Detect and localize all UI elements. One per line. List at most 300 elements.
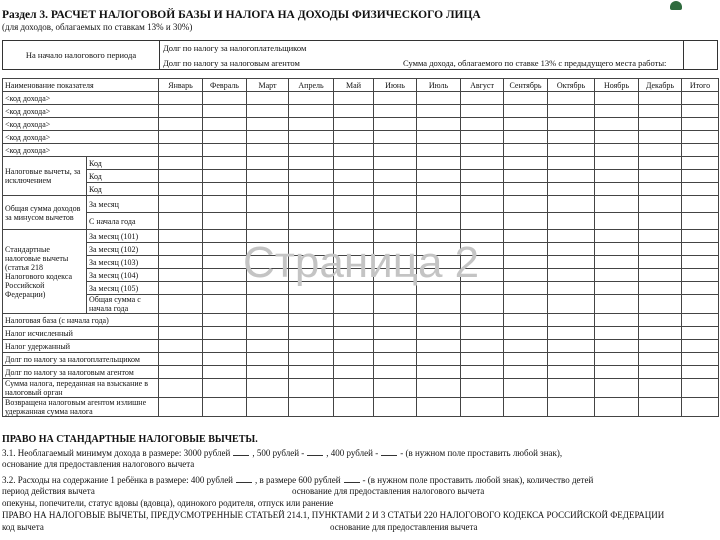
value-cell[interactable]: [682, 243, 719, 256]
value-cell[interactable]: [159, 92, 203, 105]
value-cell[interactable]: [374, 353, 417, 366]
value-cell[interactable]: [461, 282, 504, 295]
value-cell[interactable]: [639, 340, 682, 353]
value-cell[interactable]: [548, 230, 595, 243]
value-cell[interactable]: [639, 282, 682, 295]
prev-work-income-cell[interactable]: [683, 41, 719, 69]
checkbox-field[interactable]: [233, 447, 249, 456]
value-cell[interactable]: [374, 256, 417, 269]
value-cell[interactable]: [461, 256, 504, 269]
value-cell[interactable]: [417, 282, 461, 295]
value-cell[interactable]: [461, 340, 504, 353]
value-cell[interactable]: [159, 366, 203, 379]
value-cell[interactable]: [247, 196, 289, 213]
value-cell[interactable]: [639, 366, 682, 379]
value-cell[interactable]: [159, 157, 203, 170]
value-cell[interactable]: [203, 327, 247, 340]
value-cell[interactable]: [548, 398, 595, 417]
value-cell[interactable]: [461, 295, 504, 314]
checkbox-field[interactable]: [307, 447, 323, 456]
value-cell[interactable]: [247, 170, 289, 183]
value-cell[interactable]: [247, 256, 289, 269]
value-cell[interactable]: [417, 170, 461, 183]
value-cell[interactable]: [504, 131, 548, 144]
value-cell[interactable]: [203, 196, 247, 213]
value-cell[interactable]: [247, 131, 289, 144]
value-cell[interactable]: [639, 398, 682, 417]
value-cell[interactable]: [289, 170, 334, 183]
value-cell[interactable]: [682, 118, 719, 131]
value-cell[interactable]: [417, 183, 461, 196]
value-cell[interactable]: [203, 144, 247, 157]
value-cell[interactable]: [639, 295, 682, 314]
value-cell[interactable]: [289, 282, 334, 295]
value-cell[interactable]: [504, 379, 548, 398]
value-cell[interactable]: [247, 183, 289, 196]
value-cell[interactable]: [159, 295, 203, 314]
value-cell[interactable]: [334, 269, 374, 282]
value-cell[interactable]: [203, 353, 247, 366]
value-cell[interactable]: [334, 340, 374, 353]
value-cell[interactable]: [682, 398, 719, 417]
value-cell[interactable]: [639, 213, 682, 230]
value-cell[interactable]: [504, 196, 548, 213]
value-cell[interactable]: [289, 295, 334, 314]
value-cell[interactable]: [548, 144, 595, 157]
value-cell[interactable]: [461, 353, 504, 366]
value-cell[interactable]: [504, 92, 548, 105]
value-cell[interactable]: [682, 379, 719, 398]
value-cell[interactable]: [374, 327, 417, 340]
value-cell[interactable]: [595, 92, 639, 105]
value-cell[interactable]: [504, 183, 548, 196]
value-cell[interactable]: [203, 282, 247, 295]
value-cell[interactable]: [682, 157, 719, 170]
value-cell[interactable]: [639, 314, 682, 327]
value-cell[interactable]: [247, 340, 289, 353]
value-cell[interactable]: [504, 398, 548, 417]
value-cell[interactable]: [334, 105, 374, 118]
value-cell[interactable]: [595, 170, 639, 183]
value-cell[interactable]: [682, 105, 719, 118]
value-cell[interactable]: [417, 366, 461, 379]
value-cell[interactable]: [639, 353, 682, 366]
value-cell[interactable]: [159, 105, 203, 118]
value-cell[interactable]: [595, 282, 639, 295]
value-cell[interactable]: [159, 314, 203, 327]
value-cell[interactable]: [374, 295, 417, 314]
value-cell[interactable]: [374, 314, 417, 327]
value-cell[interactable]: [334, 131, 374, 144]
value-cell[interactable]: [203, 269, 247, 282]
value-cell[interactable]: [639, 105, 682, 118]
value-cell[interactable]: [417, 213, 461, 230]
value-cell[interactable]: [639, 379, 682, 398]
value-cell[interactable]: [334, 170, 374, 183]
value-cell[interactable]: [374, 366, 417, 379]
value-cell[interactable]: [417, 157, 461, 170]
value-cell[interactable]: [504, 295, 548, 314]
value-cell[interactable]: [595, 105, 639, 118]
value-cell[interactable]: [417, 327, 461, 340]
value-cell[interactable]: [289, 196, 334, 213]
value-cell[interactable]: [247, 144, 289, 157]
value-cell[interactable]: [159, 269, 203, 282]
value-cell[interactable]: [159, 230, 203, 243]
value-cell[interactable]: [247, 269, 289, 282]
value-cell[interactable]: [595, 353, 639, 366]
value-cell[interactable]: [247, 379, 289, 398]
value-cell[interactable]: [504, 170, 548, 183]
value-cell[interactable]: [374, 105, 417, 118]
value-cell[interactable]: [374, 157, 417, 170]
value-cell[interactable]: [417, 243, 461, 256]
value-cell[interactable]: [595, 327, 639, 340]
value-cell[interactable]: [247, 398, 289, 417]
value-cell[interactable]: [682, 353, 719, 366]
value-cell[interactable]: [639, 170, 682, 183]
value-cell[interactable]: [595, 144, 639, 157]
value-cell[interactable]: [461, 196, 504, 213]
value-cell[interactable]: [682, 340, 719, 353]
value-cell[interactable]: [247, 366, 289, 379]
value-cell[interactable]: [247, 213, 289, 230]
value-cell[interactable]: [374, 183, 417, 196]
value-cell[interactable]: [682, 230, 719, 243]
value-cell[interactable]: [548, 196, 595, 213]
value-cell[interactable]: [374, 243, 417, 256]
value-cell[interactable]: [682, 295, 719, 314]
value-cell[interactable]: [417, 118, 461, 131]
value-cell[interactable]: [334, 366, 374, 379]
value-cell[interactable]: [461, 92, 504, 105]
value-cell[interactable]: [504, 353, 548, 366]
value-cell[interactable]: [289, 157, 334, 170]
value-cell[interactable]: [548, 92, 595, 105]
value-cell[interactable]: [461, 105, 504, 118]
value-cell[interactable]: [203, 213, 247, 230]
value-cell[interactable]: [504, 230, 548, 243]
value-cell[interactable]: [247, 230, 289, 243]
value-cell[interactable]: [417, 256, 461, 269]
value-cell[interactable]: [159, 353, 203, 366]
value-cell[interactable]: [682, 131, 719, 144]
value-cell[interactable]: [203, 92, 247, 105]
value-cell[interactable]: [334, 230, 374, 243]
value-cell[interactable]: [159, 118, 203, 131]
value-cell[interactable]: [417, 230, 461, 243]
value-cell[interactable]: [639, 131, 682, 144]
value-cell[interactable]: [159, 170, 203, 183]
value-cell[interactable]: [548, 295, 595, 314]
value-cell[interactable]: [595, 340, 639, 353]
value-cell[interactable]: [374, 144, 417, 157]
value-cell[interactable]: [595, 118, 639, 131]
value-cell[interactable]: [334, 295, 374, 314]
value-cell[interactable]: [682, 366, 719, 379]
value-cell[interactable]: [374, 118, 417, 131]
value-cell[interactable]: [639, 269, 682, 282]
value-cell[interactable]: [504, 256, 548, 269]
value-cell[interactable]: [639, 256, 682, 269]
value-cell[interactable]: [289, 379, 334, 398]
value-cell[interactable]: [682, 256, 719, 269]
value-cell[interactable]: [203, 366, 247, 379]
value-cell[interactable]: [247, 105, 289, 118]
value-cell[interactable]: [289, 353, 334, 366]
value-cell[interactable]: [548, 183, 595, 196]
value-cell[interactable]: [417, 314, 461, 327]
value-cell[interactable]: [247, 243, 289, 256]
value-cell[interactable]: [159, 379, 203, 398]
value-cell[interactable]: [595, 196, 639, 213]
value-cell[interactable]: [374, 131, 417, 144]
value-cell[interactable]: [289, 366, 334, 379]
value-cell[interactable]: [289, 213, 334, 230]
value-cell[interactable]: [548, 282, 595, 295]
value-cell[interactable]: [334, 243, 374, 256]
value-cell[interactable]: [639, 183, 682, 196]
value-cell[interactable]: [548, 118, 595, 131]
value-cell[interactable]: [595, 314, 639, 327]
value-cell[interactable]: [548, 256, 595, 269]
value-cell[interactable]: [203, 398, 247, 417]
value-cell[interactable]: [461, 131, 504, 144]
value-cell[interactable]: [461, 144, 504, 157]
value-cell[interactable]: [159, 183, 203, 196]
value-cell[interactable]: [595, 183, 639, 196]
value-cell[interactable]: [374, 269, 417, 282]
value-cell[interactable]: [682, 196, 719, 213]
value-cell[interactable]: [334, 327, 374, 340]
value-cell[interactable]: [203, 183, 247, 196]
value-cell[interactable]: [374, 340, 417, 353]
value-cell[interactable]: [682, 269, 719, 282]
value-cell[interactable]: [334, 213, 374, 230]
checkbox-field[interactable]: [344, 474, 360, 483]
value-cell[interactable]: [334, 92, 374, 105]
value-cell[interactable]: [289, 314, 334, 327]
value-cell[interactable]: [334, 282, 374, 295]
value-cell[interactable]: [159, 282, 203, 295]
value-cell[interactable]: [159, 144, 203, 157]
value-cell[interactable]: [595, 157, 639, 170]
value-cell[interactable]: [548, 105, 595, 118]
value-cell[interactable]: [595, 379, 639, 398]
value-cell[interactable]: [461, 327, 504, 340]
value-cell[interactable]: [289, 144, 334, 157]
value-cell[interactable]: [247, 314, 289, 327]
value-cell[interactable]: [548, 379, 595, 398]
value-cell[interactable]: [682, 282, 719, 295]
value-cell[interactable]: [548, 353, 595, 366]
value-cell[interactable]: [461, 379, 504, 398]
value-cell[interactable]: [595, 398, 639, 417]
value-cell[interactable]: [682, 170, 719, 183]
value-cell[interactable]: [374, 282, 417, 295]
value-cell[interactable]: [159, 243, 203, 256]
value-cell[interactable]: [548, 327, 595, 340]
value-cell[interactable]: [334, 157, 374, 170]
value-cell[interactable]: [548, 243, 595, 256]
value-cell[interactable]: [289, 118, 334, 131]
value-cell[interactable]: [417, 196, 461, 213]
value-cell[interactable]: [504, 366, 548, 379]
value-cell[interactable]: [417, 144, 461, 157]
value-cell[interactable]: [289, 327, 334, 340]
value-cell[interactable]: [417, 340, 461, 353]
value-cell[interactable]: [374, 213, 417, 230]
value-cell[interactable]: [247, 157, 289, 170]
value-cell[interactable]: [247, 327, 289, 340]
value-cell[interactable]: [289, 92, 334, 105]
value-cell[interactable]: [639, 92, 682, 105]
value-cell[interactable]: [682, 183, 719, 196]
value-cell[interactable]: [461, 183, 504, 196]
value-cell[interactable]: [159, 196, 203, 213]
value-cell[interactable]: [334, 118, 374, 131]
value-cell[interactable]: [374, 92, 417, 105]
value-cell[interactable]: [247, 282, 289, 295]
value-cell[interactable]: [417, 105, 461, 118]
value-cell[interactable]: [203, 230, 247, 243]
value-cell[interactable]: [548, 157, 595, 170]
value-cell[interactable]: [159, 213, 203, 230]
value-cell[interactable]: [504, 213, 548, 230]
value-cell[interactable]: [417, 379, 461, 398]
value-cell[interactable]: [639, 196, 682, 213]
checkbox-field[interactable]: [236, 474, 252, 483]
value-cell[interactable]: [682, 327, 719, 340]
value-cell[interactable]: [461, 314, 504, 327]
value-cell[interactable]: [504, 144, 548, 157]
value-cell[interactable]: [374, 398, 417, 417]
value-cell[interactable]: [504, 243, 548, 256]
value-cell[interactable]: [334, 353, 374, 366]
value-cell[interactable]: [334, 196, 374, 213]
value-cell[interactable]: [461, 366, 504, 379]
value-cell[interactable]: [595, 366, 639, 379]
value-cell[interactable]: [461, 118, 504, 131]
value-cell[interactable]: [461, 170, 504, 183]
value-cell[interactable]: [334, 314, 374, 327]
value-cell[interactable]: [417, 92, 461, 105]
value-cell[interactable]: [595, 213, 639, 230]
value-cell[interactable]: [639, 144, 682, 157]
value-cell[interactable]: [639, 230, 682, 243]
value-cell[interactable]: [548, 131, 595, 144]
value-cell[interactable]: [203, 256, 247, 269]
value-cell[interactable]: [334, 256, 374, 269]
value-cell[interactable]: [417, 353, 461, 366]
value-cell[interactable]: [682, 314, 719, 327]
value-cell[interactable]: [461, 213, 504, 230]
value-cell[interactable]: [595, 256, 639, 269]
value-cell[interactable]: [595, 230, 639, 243]
value-cell[interactable]: [504, 105, 548, 118]
value-cell[interactable]: [417, 269, 461, 282]
value-cell[interactable]: [682, 144, 719, 157]
value-cell[interactable]: [289, 398, 334, 417]
value-cell[interactable]: [461, 230, 504, 243]
value-cell[interactable]: [682, 92, 719, 105]
value-cell[interactable]: [203, 131, 247, 144]
value-cell[interactable]: [289, 269, 334, 282]
value-cell[interactable]: [595, 243, 639, 256]
value-cell[interactable]: [203, 379, 247, 398]
value-cell[interactable]: [203, 170, 247, 183]
value-cell[interactable]: [203, 243, 247, 256]
value-cell[interactable]: [203, 295, 247, 314]
value-cell[interactable]: [159, 131, 203, 144]
value-cell[interactable]: [639, 243, 682, 256]
value-cell[interactable]: [374, 230, 417, 243]
value-cell[interactable]: [374, 379, 417, 398]
value-cell[interactable]: [461, 398, 504, 417]
value-cell[interactable]: [504, 340, 548, 353]
value-cell[interactable]: [289, 230, 334, 243]
value-cell[interactable]: [417, 398, 461, 417]
value-cell[interactable]: [159, 256, 203, 269]
value-cell[interactable]: [374, 170, 417, 183]
value-cell[interactable]: [159, 398, 203, 417]
value-cell[interactable]: [548, 213, 595, 230]
value-cell[interactable]: [461, 157, 504, 170]
value-cell[interactable]: [639, 118, 682, 131]
checkbox-field[interactable]: [381, 447, 397, 456]
value-cell[interactable]: [595, 269, 639, 282]
value-cell[interactable]: [461, 243, 504, 256]
value-cell[interactable]: [504, 314, 548, 327]
value-cell[interactable]: [595, 295, 639, 314]
value-cell[interactable]: [334, 144, 374, 157]
value-cell[interactable]: [203, 314, 247, 327]
value-cell[interactable]: [504, 327, 548, 340]
value-cell[interactable]: [247, 118, 289, 131]
value-cell[interactable]: [504, 157, 548, 170]
value-cell[interactable]: [639, 157, 682, 170]
value-cell[interactable]: [203, 340, 247, 353]
value-cell[interactable]: [289, 105, 334, 118]
value-cell[interactable]: [682, 213, 719, 230]
value-cell[interactable]: [247, 353, 289, 366]
value-cell[interactable]: [247, 295, 289, 314]
value-cell[interactable]: [247, 92, 289, 105]
value-cell[interactable]: [504, 118, 548, 131]
value-cell[interactable]: [461, 269, 504, 282]
value-cell[interactable]: [159, 327, 203, 340]
value-cell[interactable]: [203, 118, 247, 131]
value-cell[interactable]: [203, 105, 247, 118]
value-cell[interactable]: [289, 131, 334, 144]
value-cell[interactable]: [548, 366, 595, 379]
value-cell[interactable]: [334, 379, 374, 398]
value-cell[interactable]: [504, 269, 548, 282]
value-cell[interactable]: [417, 295, 461, 314]
value-cell[interactable]: [548, 269, 595, 282]
value-cell[interactable]: [289, 340, 334, 353]
value-cell[interactable]: [159, 340, 203, 353]
value-cell[interactable]: [639, 327, 682, 340]
value-cell[interactable]: [203, 157, 247, 170]
value-cell[interactable]: [289, 183, 334, 196]
value-cell[interactable]: [334, 183, 374, 196]
value-cell[interactable]: [548, 314, 595, 327]
value-cell[interactable]: [504, 282, 548, 295]
value-cell[interactable]: [289, 243, 334, 256]
value-cell[interactable]: [548, 170, 595, 183]
value-cell[interactable]: [548, 340, 595, 353]
